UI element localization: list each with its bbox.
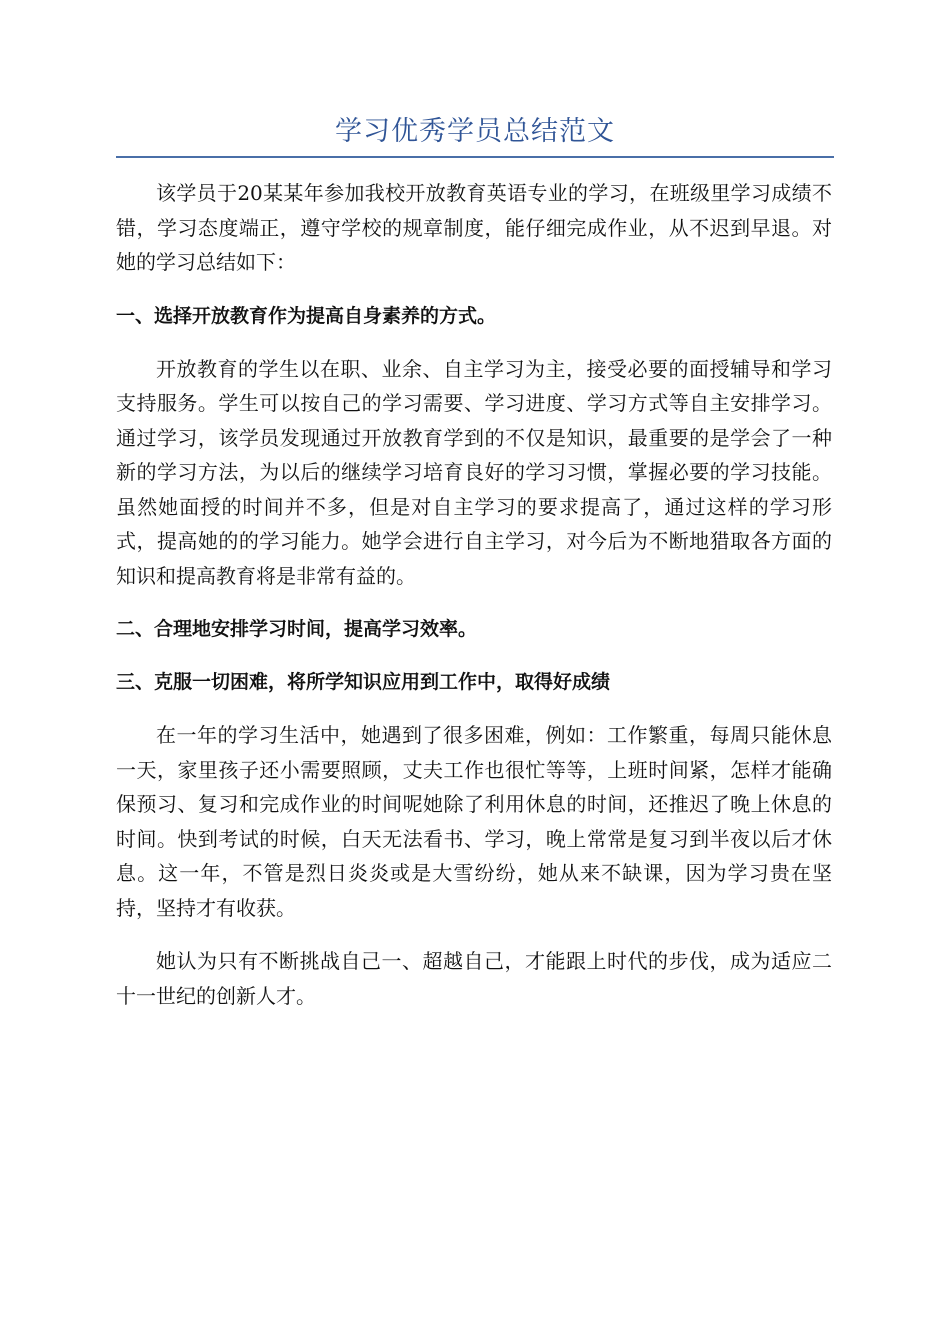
section-heading-3: 三、克服一切困难，将所学知识应用到工作中，取得好成绩 xyxy=(116,671,611,693)
document-body xyxy=(116,176,832,1032)
page-title: 学习优秀学员总结范文 xyxy=(335,116,615,147)
intro-paragraph: 该学员于20某某年参加我校开放教育英语专业的学习，在班级里学习成绩不错，学习态度端正，遵守学校的规章制度，能仔细完成作业，从不迟到早退。对她的学习总结如下： xyxy=(116,181,832,274)
section-3-paragraph: 在一年的学习生活中，她遇到了很多困难，例如：工作繁重，每周只能休息一天，家里孩子还小需要照顾，丈夫工作也很忙等等，上班时间紧，怎样才能确保预习、复习和完成作业的时间呢她除了利用休息的时间，还推迟了晚上休息的时间。快到考试的时候，白天无法看书、学习，晚上常常是复习到半夜以后才休息。这一年，不管是烈日炎炎或是大雪纷纷，她从来不缺课，因为学习贵在坚持，坚持才有收获。 xyxy=(116,723,832,920)
section-heading-1: 一、选择开放教育作为提高自身素养的方式。 xyxy=(116,304,497,327)
title-block xyxy=(116,112,834,158)
section-1-paragraph: 开放教育的学生以在职、业余、自主学习为主，接受必要的面授辅导和学习支持服务。学生可以按自己的学习需要、学习进度、学习方式等自主安排学习。通过学习，该学员发现通过开放教育学到的不仅是知识，最重要的是学会了一种新的学习方法，为以后的继续学习培育良好的学习习惯，掌握必要的学习技能。虽然她面授的时间并不多，但是对自主学习的要求提高了，通过这样的学习形式，提高她的的学习能力。她学会进行自主学习，对今后为不断地猎取各方面的知识和提高教育将是非常有益的。 xyxy=(116,356,832,588)
closing-paragraph: 她认为只有不断挑战自己一、超越自己，才能跟上时代的步伐，成为适应二十一世纪的创新人才。 xyxy=(116,949,832,1008)
section-heading-2: 二、合理地安排学习时间，提高学习效率。 xyxy=(116,618,478,640)
